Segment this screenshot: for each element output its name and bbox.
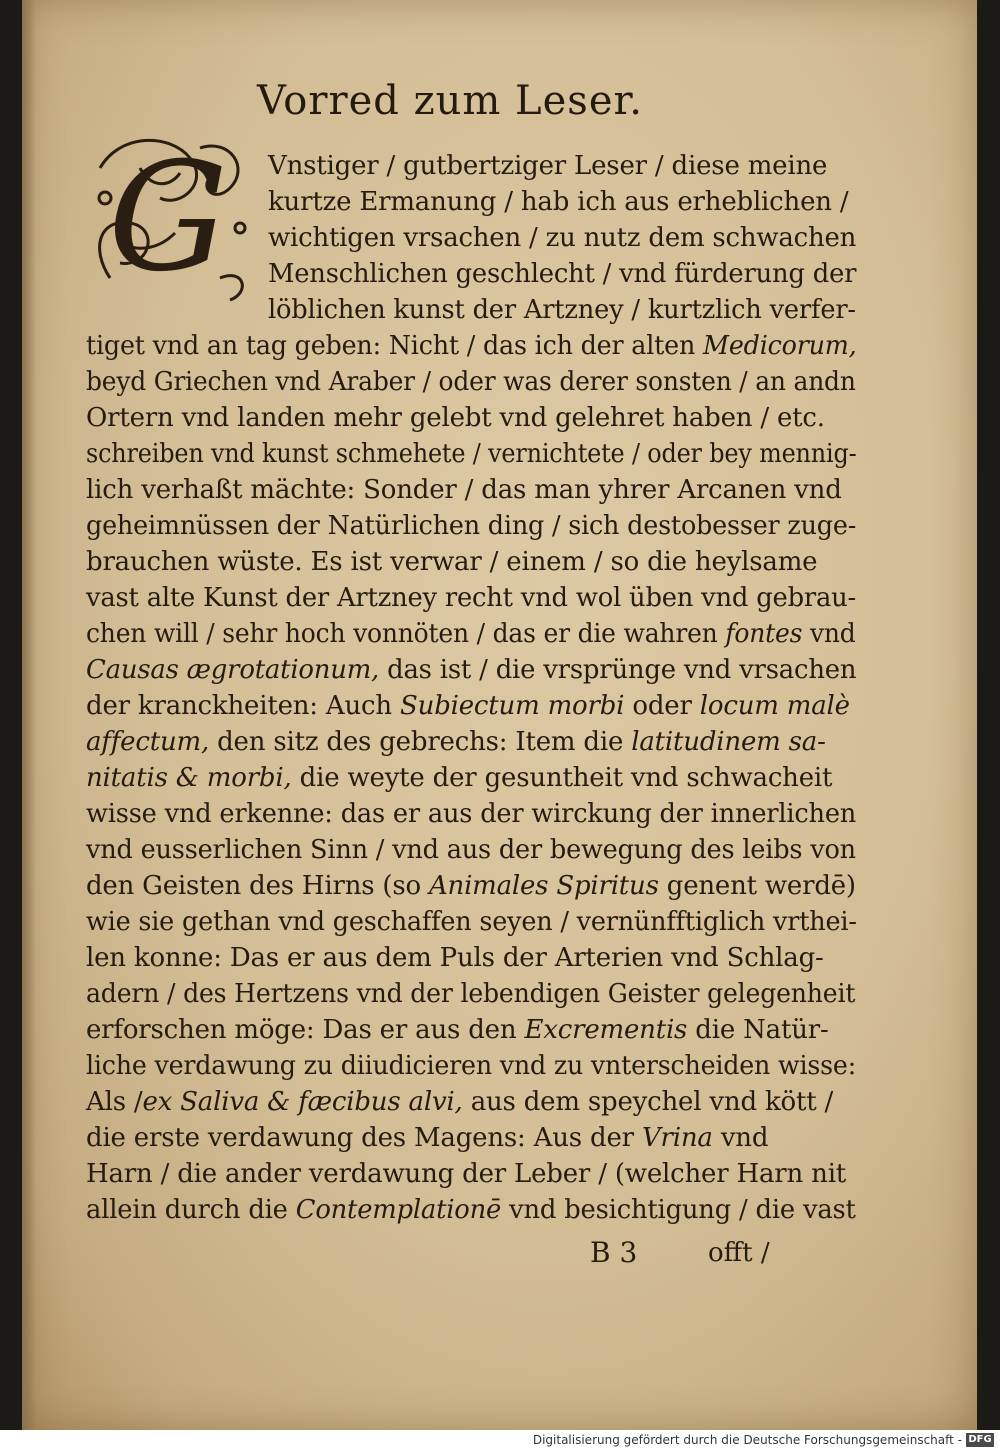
text-line-9: schreiben vnd kunst schmehete / vernichtete / oder bey mennig-	[86, 439, 857, 469]
dfg-logo-icon: DFG	[966, 1433, 994, 1447]
text-line-5: löblichen kunst der Artzney / kurtzlich verfer-	[268, 295, 856, 325]
text-line-1: Vnstiger / gutbertziger Leser / diese meine	[268, 151, 828, 181]
text-line-8: Ortern vnd landen mehr gelebt vnd gelehret haben / etc.	[86, 403, 825, 433]
text-line-25: erforschen möge: Das er aus den Excrementis die Natür-	[86, 1015, 829, 1045]
page-title: Vorred zum Leser.	[257, 78, 643, 124]
text-line-14: chen will / sehr hoch vonnöten / das er die wahren fontes vnd	[86, 619, 856, 649]
text-line-19: wisse vnd erkenne: das er aus der wirckung der innerlichen	[86, 799, 857, 829]
text-line-17: affectum, den sitz des gebrechs: Item die latitudinem sa-	[86, 727, 826, 757]
footer-bar	[0, 1430, 1000, 1451]
text-line-21: den Geisten des Hirns (so Animales Spiritus genent werdē)	[86, 871, 856, 901]
text-line-11: geheimnüssen der Natürlichen ding / sich destobesser zuge-	[86, 511, 857, 541]
text-line-6: tiget vnd an tag geben: Nicht / das ich der alten Medicorum,	[86, 331, 857, 361]
text-line-23: len konne: Das er aus dem Puls der Arterien vnd Schlag-	[86, 943, 824, 973]
text-line-18: nitatis & morbi, die weyte der gesuntheit vnd schwacheit	[86, 763, 833, 793]
signature-mark: B 3	[590, 1236, 638, 1269]
text-line-24: adern / des Hertzens vnd der lebendigen Geister gelegenheit	[86, 979, 856, 1009]
text-line-16: der kranckheiten: Auch Subiectum morbi oder locum malè	[86, 691, 850, 721]
text-line-28: die erste verdawung des Magens: Aus der Vrina vnd	[86, 1123, 769, 1153]
text-line-3: wichtigen vrsachen / zu nutz dem schwachen	[268, 223, 857, 253]
page-edge-shadow	[22, 0, 36, 1430]
text-line-4: Menschlichen geschlecht / vnd fürderung der	[268, 259, 857, 289]
text-line-27: Als /ex Saliva & fæcibus alvi, aus dem speychel vnd kött /	[86, 1087, 834, 1117]
initial-letter: G	[108, 131, 228, 305]
text-line-29: Harn / die ander verdawung der Leber / (welcher Harn nit	[86, 1159, 847, 1189]
text-line-13: vast alte Kunst der Artzney recht vnd wol üben vnd gebrau-	[86, 583, 857, 613]
text-line-12: brauchen wüste. Es ist verwar / einem / so die heylsame	[86, 547, 818, 577]
text-line-10: lich verhaßt mächte: Sonder / das man yhrer Arcanen vnd	[86, 475, 842, 505]
text-line-15: Causas ægrotationum, das ist / die vrsprünge vnd vrsachen	[86, 655, 857, 685]
text-line-26: liche verdawung zu diiudicieren vnd zu vnterscheiden wisse:	[86, 1051, 857, 1081]
catchword: offt /	[708, 1238, 770, 1268]
footer-credit: Digitalisierung gefördert durch die Deutsche Forschungsgemeinschaft -	[532, 1433, 962, 1447]
text-line-30: allein durch die Contemplationē vnd besichtigung / die vast	[86, 1195, 856, 1225]
text-line-22: wie sie gethan vnd geschaffen seyen / vernünfftiglich vrthei-	[86, 907, 857, 937]
ornamental-initial	[80, 128, 256, 308]
text-line-20: vnd eusserlichen Sinn / vnd aus der bewegung des leibs von	[86, 835, 856, 865]
text-line-7: beyd Griechen vnd Araber / oder was derer sonsten / an andn	[86, 367, 856, 397]
text-line-2: kurtze Ermanung / hab ich aus erheblichen /	[268, 187, 849, 217]
